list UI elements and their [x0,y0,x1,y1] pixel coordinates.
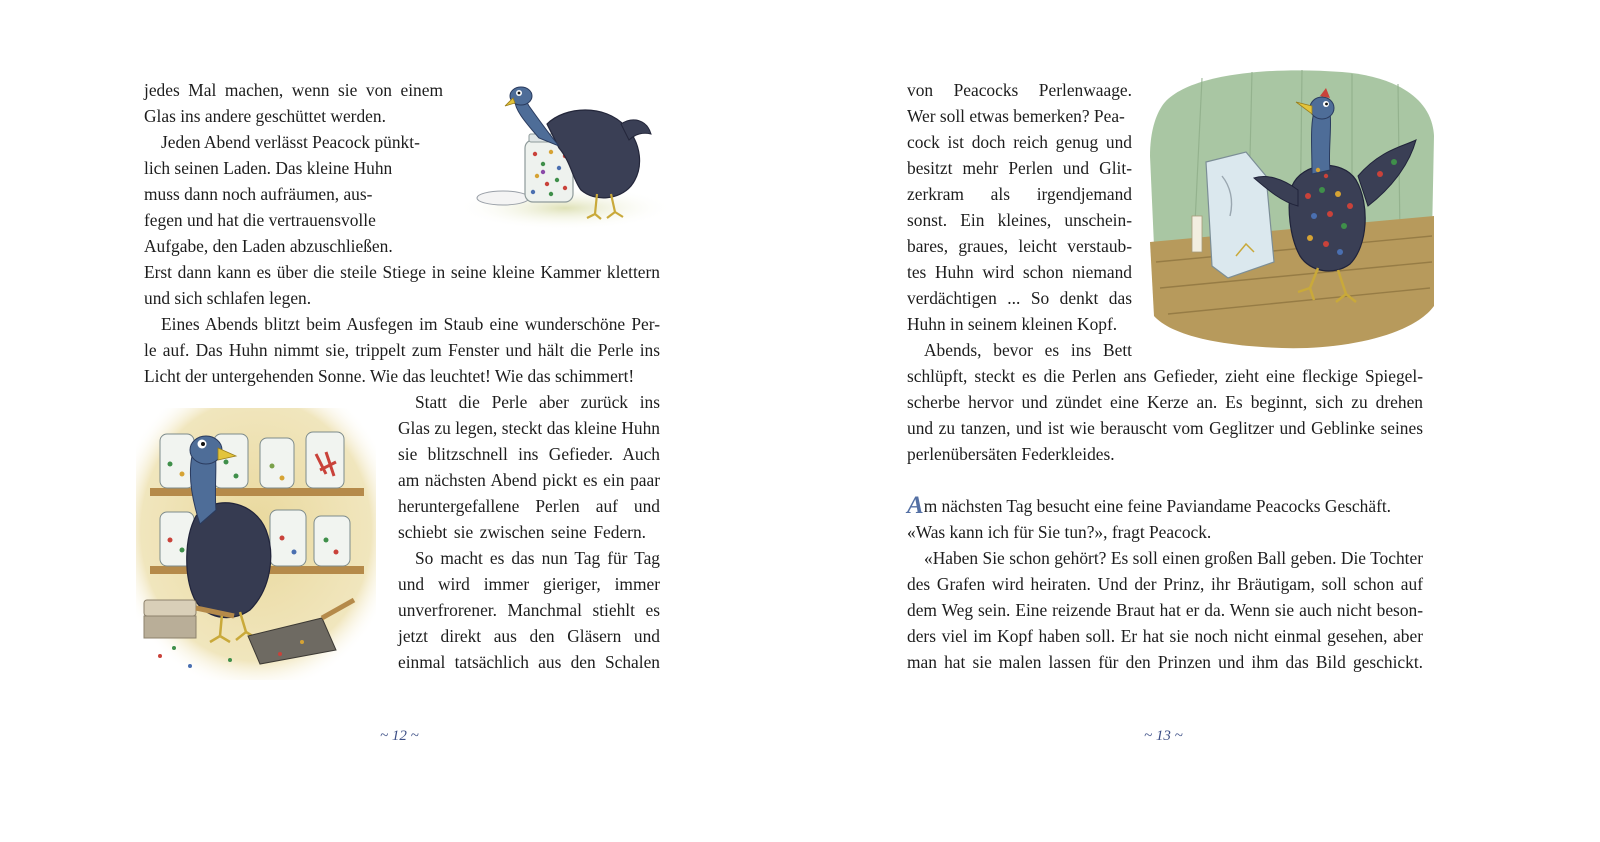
text-line: ders viel im Kopf haben soll. Er hat sie noch nicht einmal gesehen, aber [907,626,1423,646]
text-line: «Was kann ich für Sie tun?», fragt Peacock. [907,522,1212,542]
illustration-hen-with-mirror [1142,66,1438,352]
text-line: Aufgabe, den Laden abzuschließen. [144,236,393,256]
text-line: dem Weg sein. Eine reizende Braut hat er da. Wenn sie auch nicht beson- [907,600,1423,620]
text-line: jetzt direkt aus den Gläsern und [398,626,660,646]
text-line: schiebt sie zwischen seine Federn. [398,522,646,542]
text-line: und wird immer gieriger, immer [398,574,660,594]
text-line: So macht es das nun Tag für Tag [415,548,660,568]
text-line: Glas ins andere geschüttet werden. [144,106,386,126]
text-line: des Grafen wird heiraten. Und der Prinz, ihr Bräutigam, soll schon auf [907,574,1423,594]
text-line: le auf. Das Huhn nimmt sie, trippelt zum Fenster und hält die Perle ins [144,340,660,360]
text-line: unverfrorener. Manchmal stiehlt es [398,600,660,620]
text-line: perlenübersäten Federkleides. [907,444,1115,464]
text-line: am nächsten Abend pickt es ein paar [398,470,660,490]
text-line: Glas zu legen, steckt das kleine Huhn [398,418,660,438]
text-line: Huhn in seinem kleinen Kopf. [907,314,1118,334]
section-first-line [907,493,1391,519]
text-line: Wer soll etwas bemerken? Pea- [907,106,1125,126]
text-line: Licht der untergehenden Sonne. Wie das leuchtet! Wie das schimmert! [144,366,635,386]
illustration-hen-with-jar [455,76,670,232]
text-line: und sich schlafen legen. [144,288,312,308]
text-line: lich seinen Laden. Das kleine Huhn [144,158,393,178]
text-line: schlüpft, steckt es die Perlen ans Gefieder, zieht eine fleckige Spiegel- [907,366,1423,386]
text-line: Eines Abends blitzt beim Ausfegen im Staub eine wunderschöne Per- [161,314,660,334]
text-line: scherbe hervor und zündet eine Kerze an. Es beginnt, sich zu drehen [907,392,1423,412]
text-line: und zu tanzen, und ist wie berauscht vom Geglitzer und Geblinke seines [907,418,1423,438]
text-line: verdächtigen ... So denkt das [907,288,1132,308]
text-line: heruntergefallene Perlen auf und [398,496,660,516]
text-line: cock ist doch reich genug und [907,132,1132,152]
text-line: fegen und hat die vertrauensvolle [144,210,376,230]
text-line: Jeden Abend verlässt Peacock pünkt- [161,132,420,152]
text-line: jedes Mal machen, wenn sie von einem [144,80,443,100]
text-line: Erst dann kann es über die steile Stiege in seine kleine Kammer klettern [144,262,660,282]
text-line: besitzt mehr Perlen und Glit- [907,158,1132,178]
text-line: zerkram als irgendjemand [907,184,1132,204]
drop-cap: A [907,492,924,519]
text-line: sonst. Ein kleines, unschein- [907,210,1132,230]
text-line: einmal tatsächlich aus den Schalen [398,652,660,672]
section-first-line-text: m nächsten Tag besucht eine feine Paviandame Peacocks Geschäft. [923,496,1392,516]
text-line: «Haben Sie schon gehört? Es soll einen großen Ball geben. Die Tochter [924,548,1423,568]
text-line: sie blitzschnell ins Gefieder. Auch [398,444,660,464]
text-line: man hat sie malen lassen für den Prinzen und ihm das Bild geschickt. [907,652,1423,672]
illustration-hen-with-shelves [130,404,382,686]
text-line: von Peacocks Perlenwaage. [907,80,1132,100]
text-line: muss dann noch aufräumen, aus- [144,184,373,204]
text-line: Statt die Perle aber zurück ins [415,392,660,412]
page-number: ~ 12 ~ [380,728,419,744]
text-line: tes Huhn wird schon niemand [907,262,1132,282]
text-line: bares, graues, leicht verstaub- [907,236,1132,256]
text-line: Abends, bevor es ins Bett [924,340,1132,360]
right-page [800,0,1600,842]
page-number: ~ 13 ~ [1144,728,1183,744]
